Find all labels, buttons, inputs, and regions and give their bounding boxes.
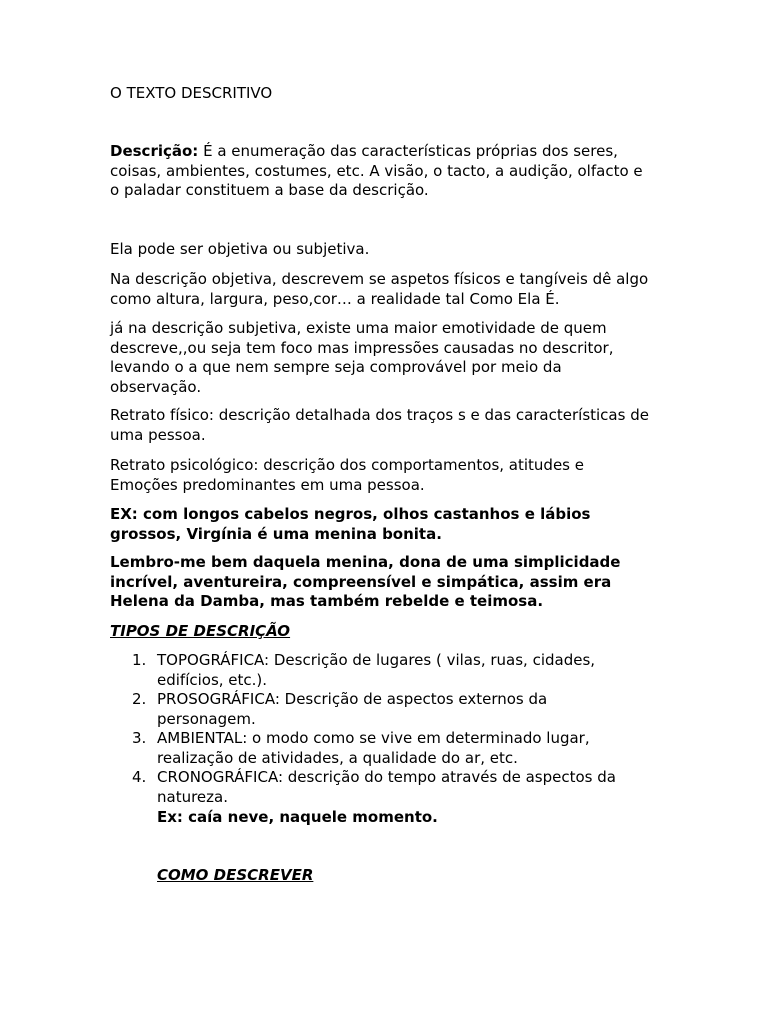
document-title: O TEXTO DESCRITIVO [110, 84, 273, 102]
paragraph-exemplo-2: Ex: caía neve, naquele momento. [157, 808, 438, 826]
descricao-label: Descrição: [110, 142, 199, 160]
list-number: 3. [132, 729, 147, 747]
heading-tipos-de-descricao: TIPOS DE DESCRIÇÃO [110, 622, 291, 640]
descricao-text: É a enumeração das características próprias dos seres, coisas, ambientes, costumes, etc. A visão, o tacto, a audição, olfacto e o paladar constituem a base da descrição. [110, 142, 643, 199]
tipos-list [110, 651, 650, 807]
list-item [110, 729, 650, 768]
list-number: 4. [132, 768, 147, 786]
heading-como-descrever: COMO DESCREVER [157, 866, 314, 884]
paragraph-lembro: Lembro-me bem daquela menina, dona de uma simplicidade incrível, aventureira, compreensível e simpática, assim era Helena da Damba, mas também rebelde e teimosa. [110, 553, 621, 610]
paragraph-exemplo-1: EX: com longos cabelos negros, olhos castanhos e lábios grossos, Virgínia é uma menina bonita. [110, 505, 591, 543]
paragraph-subjetiva: já na descrição subjetiva, existe uma maior emotividade de quem descreve,,ou seja tem foco mas impressões causadas no descritor, levando o a que nem sempre seja comprovável por meio da observação. [110, 319, 614, 396]
list-item [110, 690, 650, 729]
paragraph-retrato-fisico: Retrato físico: descrição detalhada dos traços s e das características de uma pessoa. [110, 406, 649, 444]
list-item [110, 768, 650, 807]
list-item-text: PROSOGRÁFICA: Descrição de aspectos externos da personagem. [157, 690, 548, 728]
list-item-text: CRONOGRÁFICA: descrição do tempo através de aspectos da natureza. [157, 768, 616, 806]
list-number: 2. [132, 690, 147, 708]
list-item-text: AMBIENTAL: o modo como se vive em determinado lugar, realização de atividades, a qualidade do ar, etc. [157, 729, 590, 767]
paragraph-objetiva: Na descrição objetiva, descrevem se aspetos físicos e tangíveis dê algo como altura, largura, peso,cor… a realidade tal Como Ela É. [110, 270, 649, 308]
list-number: 1. [132, 651, 147, 669]
paragraph-retrato-psicologico: Retrato psicológico: descrição dos comportamentos, atitudes e Emoções predominantes em uma pessoa. [110, 456, 584, 494]
paragraph-descricao [110, 142, 650, 201]
paragraph-objetiva-subjetiva: Ela pode ser objetiva ou subjetiva. [110, 240, 370, 258]
list-item [110, 651, 650, 690]
list-item-text: TOPOGRÁFICA: Descrição de lugares ( vilas, ruas, cidades, edifícios, etc.). [157, 651, 596, 689]
